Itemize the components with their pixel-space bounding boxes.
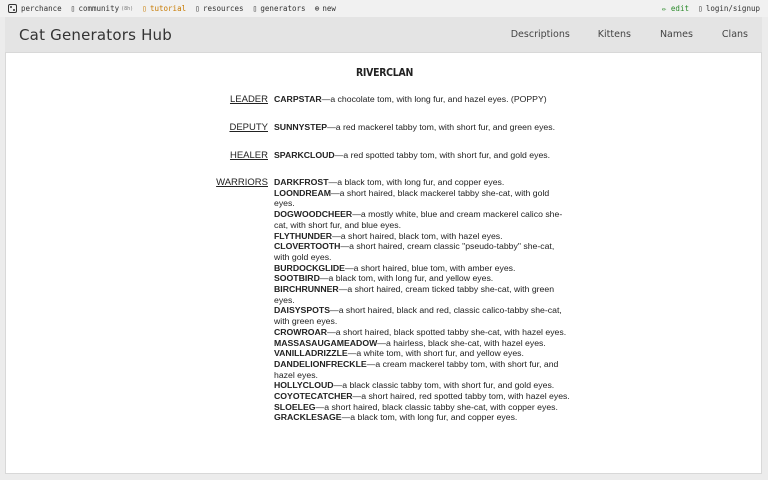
cat-description: —a cream mackerel tabby tom, with short fur, and hazel eyes. <box>274 358 559 380</box>
cat-name: SLOELEG <box>274 401 316 412</box>
cat-entry <box>274 94 571 105</box>
cat-name: COYOTECATCHER <box>274 391 353 402</box>
new-link[interactable] <box>315 4 336 13</box>
cat-entry <box>274 412 571 423</box>
cat-description: —a short haired, blue tom, with amber eyes. <box>344 262 516 273</box>
cat-entry <box>274 348 571 359</box>
dice-icon <box>8 4 17 13</box>
perchance-link[interactable] <box>8 4 62 13</box>
cat-description: —a short haired, black spotted tabby she-cat, with hazel eyes. <box>327 326 567 337</box>
cat-entry <box>274 305 571 326</box>
nav-clans[interactable]: Clans <box>721 29 748 40</box>
login-label: login/signup <box>705 4 760 13</box>
cat-name: FLYTHUNDER <box>274 230 333 241</box>
plus-icon: ⊕ <box>314 4 320 13</box>
cat-entry <box>274 338 571 349</box>
cat-name: CROWROAR <box>274 326 328 337</box>
cat-entry <box>274 177 571 188</box>
cat-name: DANDELIONFRECKLE <box>274 358 367 369</box>
cat-entry <box>274 150 571 161</box>
site-header <box>5 17 762 52</box>
cat-entry <box>274 209 571 230</box>
cat-description: —a black tom, with long fur, and copper eyes. <box>328 177 505 187</box>
cat-description: —a mostly white, blue and cream mackerel calico she-cat, with short fur, and blue eyes. <box>274 209 563 230</box>
cat-entry <box>274 122 571 133</box>
cat-name: LOONDREAM <box>274 187 331 198</box>
cat-entry <box>274 380 571 391</box>
cat-name: DAISYSPOTS <box>274 305 330 316</box>
cat-name: MASSASAUGAMEADOW <box>274 337 378 348</box>
leader-entries <box>274 94 571 105</box>
resources-link[interactable] <box>195 4 243 13</box>
cat-entry <box>274 391 571 402</box>
healer-entries <box>274 150 571 161</box>
cat-entry <box>274 263 571 274</box>
deputy-entries <box>274 122 571 133</box>
cat-name: CARPSTAR <box>274 94 322 104</box>
cat-name: SUNNYSTEP <box>274 122 328 132</box>
cat-entry <box>274 359 571 380</box>
cat-name: DOGWOODCHEER <box>274 209 353 220</box>
cat-description: —a chocolate tom, with long fur, and hazel eyes. (POPPY) <box>321 94 547 104</box>
cat-description: —a short haired, black classic tabby she-cat, with copper eyes. <box>315 401 558 412</box>
cat-description: —a short haired, cream classic "pseudo-tabby" she-cat, with gold eyes. <box>274 241 555 262</box>
perchance-topbar <box>0 0 768 17</box>
site-title[interactable]: Cat Generators Hub <box>19 25 172 44</box>
cat-name: SOOTBIRD <box>274 273 320 284</box>
cat-name: CLOVERTOOTH <box>274 241 341 252</box>
community-label: community <box>78 4 120 13</box>
generators-link[interactable] <box>253 4 306 13</box>
cat-entry <box>274 273 571 284</box>
community-badge: (8h) <box>121 5 134 12</box>
generators-label: generators <box>260 4 306 13</box>
cat-description: —a red mackerel tabby tom, with short fur, and green eyes. <box>327 122 556 132</box>
cat-description: —a white tom, with short fur, and yellow eyes. <box>347 348 524 359</box>
edit-link[interactable]: ✏ edit <box>661 4 689 13</box>
new-label: new <box>322 4 336 13</box>
tutorial-label: tutorial <box>149 4 187 13</box>
community-link[interactable] <box>71 4 134 13</box>
generators-icon: ▯ <box>252 4 258 13</box>
tutorial-link[interactable] <box>142 4 186 13</box>
cat-description: —a short haired, black tom, with hazel eyes. <box>332 230 503 241</box>
cat-description: —a hairless, black she-cat, with hazel eyes. <box>377 337 546 348</box>
cat-description: —a short haired, black mackerel tabby she-cat, with gold eyes. <box>274 187 550 209</box>
cat-description: —a black tom, with long fur, and copper eyes. <box>341 412 518 423</box>
resources-icon: ▯ <box>195 4 200 13</box>
login-icon: ▯ <box>697 4 703 13</box>
cat-description: —a black tom, with long fur, and yellow eyes. <box>319 273 494 284</box>
healer-role: HEALER <box>229 150 268 161</box>
main-nav <box>511 29 762 40</box>
deputy-role: DEPUTY <box>229 122 268 133</box>
nav-kittens[interactable]: Kittens <box>597 29 631 40</box>
clan-title: RIVERCLAN <box>355 66 414 79</box>
cat-description: —a red spotted tabby tom, with short fur, and gold eyes. <box>334 150 551 160</box>
cat-entry <box>274 402 571 413</box>
tutorial-icon: ▯ <box>142 4 147 13</box>
cat-entry <box>274 188 571 209</box>
cat-name: SPARKCLOUD <box>274 150 335 160</box>
cat-description: —a short haired, cream ticked tabby she-cat, with green eyes. <box>274 284 555 305</box>
cat-entry <box>274 231 571 242</box>
resources-label: resources <box>202 4 244 13</box>
login-link[interactable] <box>698 4 760 13</box>
cat-name: BIRCHRUNNER <box>274 284 339 295</box>
cat-name: DARKFROST <box>274 177 329 187</box>
cat-entry <box>274 284 571 305</box>
cat-name: HOLLYCLOUD <box>274 380 334 391</box>
community-icon: ▯ <box>70 4 76 13</box>
cat-entry <box>274 241 571 262</box>
cat-entry <box>274 327 571 338</box>
warriors-entries <box>274 177 571 423</box>
cat-name: GRACKLESAGE <box>274 412 342 423</box>
cat-description: —a black classic tabby tom, with short fur, and gold eyes. <box>333 380 555 391</box>
nav-descriptions[interactable]: Descriptions <box>510 29 570 40</box>
nav-names[interactable]: Names <box>659 29 693 40</box>
perchance-label: perchance <box>21 4 62 13</box>
clan-content <box>5 52 762 474</box>
warriors-role: WARRIORS <box>216 177 268 188</box>
cat-name: VANILLADRIZZLE <box>274 348 348 359</box>
cat-description: —a short haired, black and red, classic calico-tabby she-cat, with green eyes. <box>274 305 562 327</box>
cat-description: —a short haired, red spotted tabby tom, with hazel eyes. <box>352 391 570 402</box>
leader-role: LEADER <box>229 94 268 105</box>
cat-name: BURDOCKGLIDE <box>274 262 345 273</box>
